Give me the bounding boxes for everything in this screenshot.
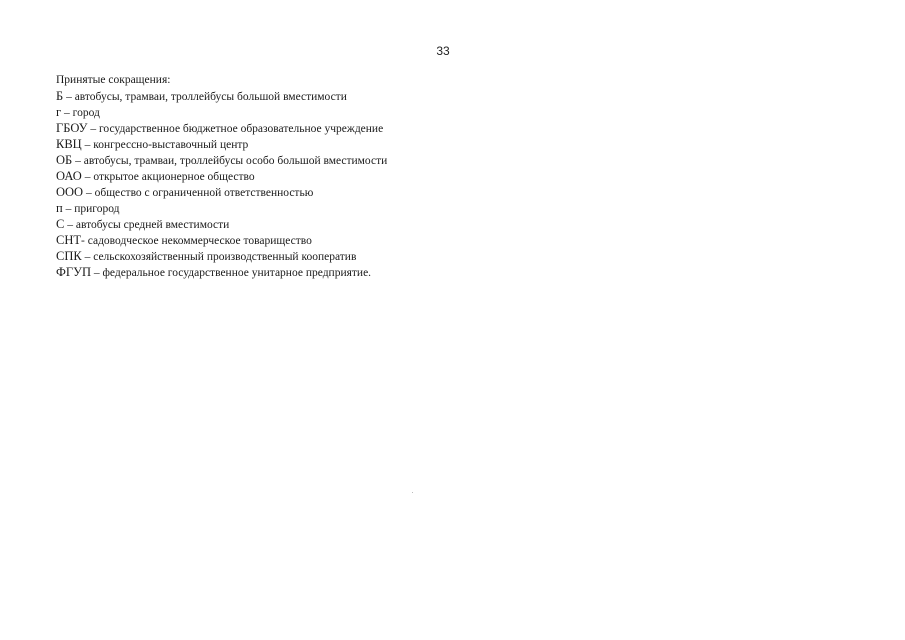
abbreviation-term: СНТ — [56, 233, 81, 247]
abbreviation-separator: – — [81, 251, 94, 263]
abbreviation-term: ООО — [56, 185, 84, 199]
abbreviation-definition: общество с ограниченной ответственностью — [94, 187, 314, 199]
abbreviation-definition: сельскохозяйственный производственный кооператив — [93, 251, 357, 263]
abbreviation-separator: – — [62, 203, 75, 215]
abbreviation-separator: – — [81, 171, 94, 183]
abbreviation-item — [56, 216, 476, 232]
abbreviation-item — [56, 200, 476, 216]
abbreviation-term: КВЦ — [56, 137, 82, 151]
abbreviation-item — [56, 232, 476, 248]
abbreviation-term: ОАО — [56, 169, 82, 183]
abbreviation-item — [56, 136, 476, 152]
abbreviation-term: ГБОУ — [56, 121, 88, 135]
abbreviations-heading: Принятые сокращения: — [56, 74, 171, 86]
scan-speck — [412, 492, 413, 493]
abbreviation-term: С — [56, 217, 65, 231]
abbreviation-term: ФГУП — [56, 265, 91, 279]
abbreviations-list — [56, 88, 476, 280]
abbreviation-item — [56, 104, 476, 120]
abbreviation-definition: конгрессно-выставочный центр — [93, 139, 249, 151]
abbreviation-definition: автобусы, трамваи, троллейбусы большой вместимости — [74, 91, 347, 103]
abbreviation-definition: государственное бюджетное образовательное учреждение — [99, 123, 384, 135]
abbreviation-separator: – — [90, 267, 103, 279]
abbreviation-item — [56, 88, 476, 104]
abbreviation-term: ОБ — [56, 153, 73, 167]
abbreviation-definition: автобусы, трамваи, троллейбусы особо большой вместимости — [83, 155, 388, 167]
abbreviation-definition: автобусы средней вместимости — [75, 219, 230, 231]
abbreviation-separator: - — [81, 235, 88, 247]
abbreviation-term: СПК — [56, 249, 82, 263]
abbreviation-definition: открытое акционерное общество — [93, 171, 255, 183]
abbreviation-separator: – — [64, 219, 76, 231]
abbreviation-separator: – — [83, 187, 95, 199]
abbreviation-item — [56, 248, 476, 264]
abbreviation-item — [56, 120, 476, 136]
abbreviation-separator: – — [87, 123, 99, 135]
abbreviation-item — [56, 168, 476, 184]
abbreviation-term: г — [56, 105, 62, 119]
page-number: 33 — [436, 44, 450, 58]
abbreviation-item — [56, 184, 476, 200]
abbreviation-separator: – — [63, 91, 75, 103]
abbreviation-definition: город — [72, 107, 100, 119]
abbreviation-definition: федеральное государственное унитарное предприятие. — [102, 267, 372, 279]
abbreviation-term: Б — [56, 89, 64, 103]
abbreviation-separator: – — [81, 139, 94, 151]
abbreviation-separator: – — [72, 155, 84, 167]
abbreviation-item — [56, 264, 476, 280]
abbreviation-separator: – — [61, 107, 73, 119]
abbreviation-item — [56, 152, 476, 168]
abbreviation-definition: садоводческое некоммерческое товарищество — [87, 235, 312, 247]
abbreviation-definition: пригород — [74, 203, 120, 215]
abbreviation-term: п — [56, 201, 63, 215]
abbreviations-section — [56, 72, 476, 280]
